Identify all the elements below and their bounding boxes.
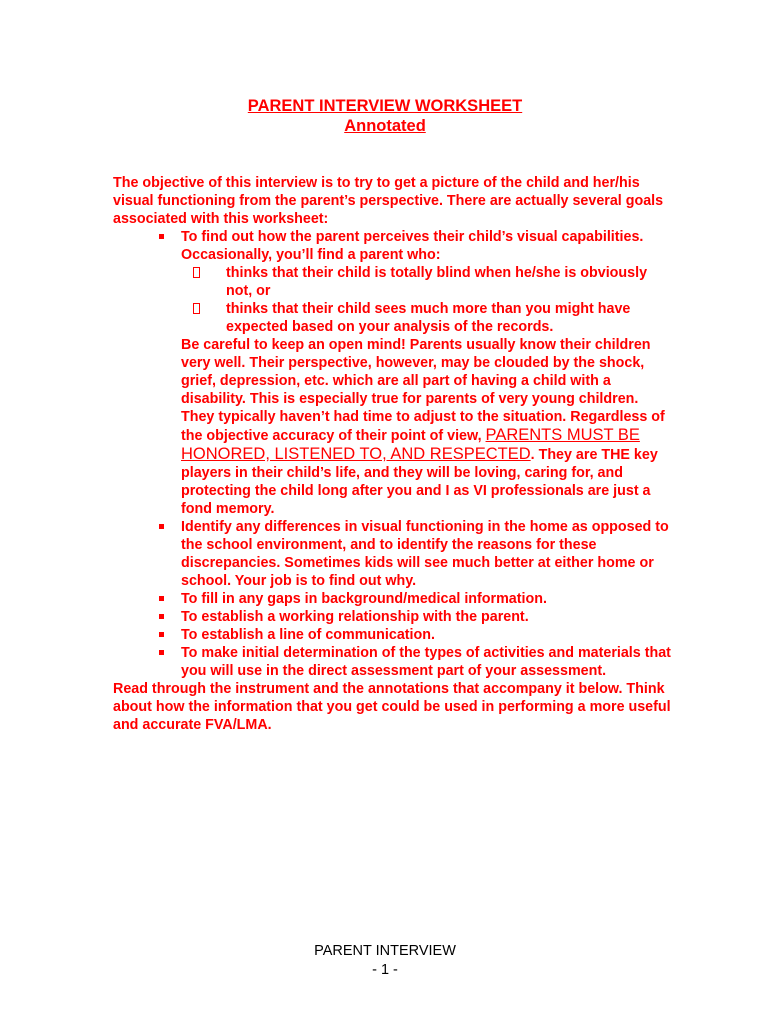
goal-item: To fill in any gaps in background/medical information. — [113, 590, 673, 608]
page-title: PARENT INTERVIEW WORKSHEET — [247, 97, 523, 115]
checkbox-icon — [193, 303, 200, 314]
title-block — [0, 96, 770, 136]
sub-item — [181, 300, 673, 336]
goal-item: To establish a line of communication. — [113, 626, 673, 644]
goal-item: To make initial determination of the types of activities and materials that you will use in the direct assessment part of your assessment. — [113, 644, 673, 680]
intro-paragraph: The objective of this interview is to try to get a picture of the child and her/his visual functioning from the parent’s perspective. There are actually several goals associated with this worksheet: — [113, 175, 664, 227]
note-text: Be careful to keep an open mind! Parents usually know their children very well. Their perspective, however, may be clouded by the shock, grief, depression, etc. which are all part of having a child with a disability. This is especially true for parents of very young children. They typically haven’t had time to adjust to the situation. Regardless of the objective accuracy of their point of view, — [181, 337, 665, 444]
goal-item: Identify any differences in visual functioning in the home as opposed to the school environment, and to identify the reasons for these discrepancies. Sometimes kids will see much better at either home or school. Your job is to find out why. — [113, 518, 673, 590]
page-number: - 1 - — [372, 962, 398, 978]
page-footer — [0, 942, 770, 980]
document-body — [113, 174, 673, 734]
emphasis-text: PARENTS MUST BE HONORED, LISTENED TO, AND RESPECTED — [181, 426, 640, 463]
goal-note — [181, 336, 673, 518]
sub-item-text: thinks that their child is totally blind when he/she is obviously not, or — [226, 265, 648, 299]
sub-list — [181, 264, 673, 336]
checkbox-icon — [193, 267, 200, 278]
note-text-end: . They are THE key players in their child’s life, and they will be loving, caring for, and protecting the child long after you and I as VI professionals are just a fond memory. — [181, 447, 658, 517]
page-subtitle: Annotated — [344, 117, 426, 135]
sub-item — [181, 264, 673, 300]
goal-item: To establish a working relationship with the parent. — [113, 608, 673, 626]
goal-item — [113, 228, 673, 518]
sub-item-text: thinks that their child sees much more than you might have expected based on your analysis of the records. — [226, 301, 631, 335]
goal-text: To find out how the parent perceives their child’s visual capabilities. Occasionally, you’ll find a parent who: — [181, 229, 644, 263]
closing-paragraph: Read through the instrument and the annotations that accompany it below. Think about how the information that you get could be used in performing a more useful and accurate FVA/LMA. — [113, 681, 671, 733]
goals-list — [113, 228, 673, 680]
footer-label: PARENT INTERVIEW — [314, 943, 456, 959]
